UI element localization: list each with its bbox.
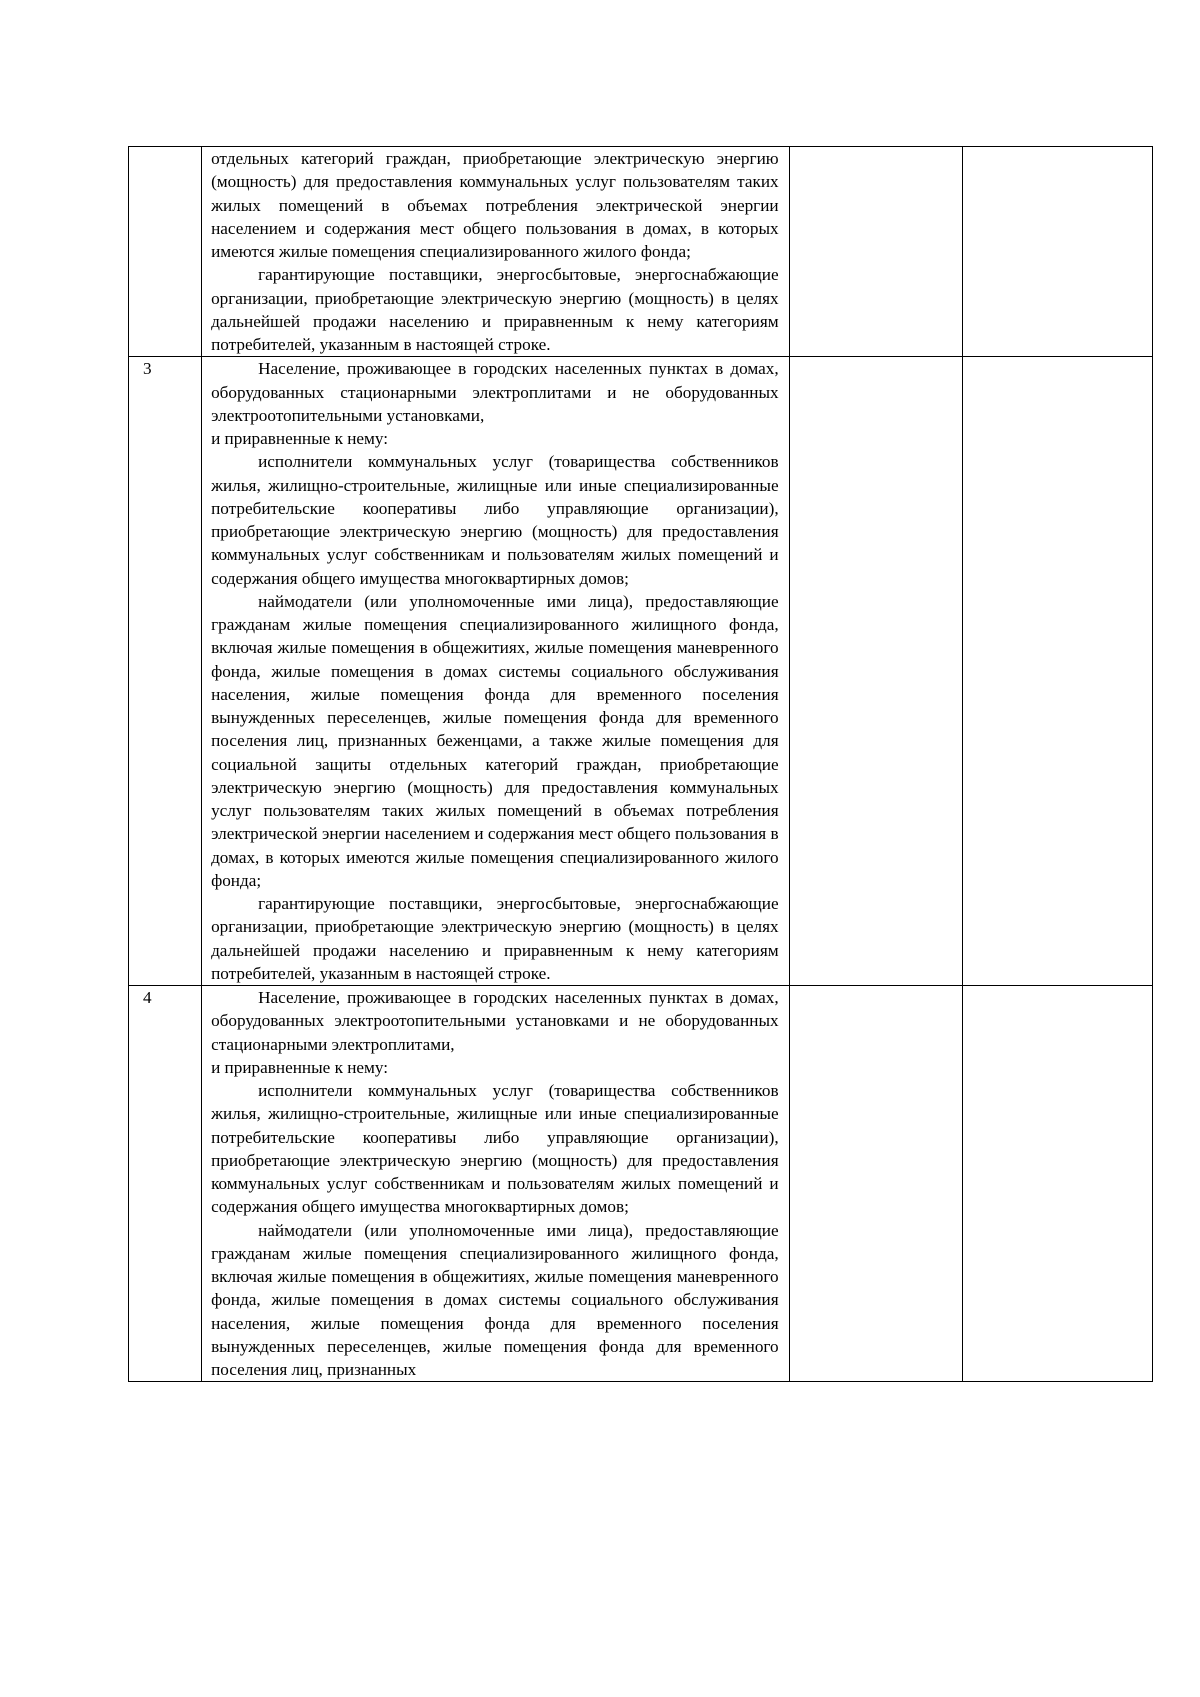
value-cell-4 [962,147,1152,357]
paragraph: и приравненные к нему: [211,1057,389,1077]
paragraph: наймодатели (или уполномоченные ими лица), предоставляющие гражданам жилые помещения специализированного жилищного фонда, включая жилые помещения в общежитиях, жилые помещения маневренного фонда, жилые помещения в домах системы социального обслуживания населения, жилые помещения фонда для временного поселения вынужденных переселенцев, жилые помещения фонда для временного поселения лиц, признанных [211,1220,779,1379]
paragraph: наймодатели (или уполномоченные ими лица), предоставляющие гражданам жилые помещения специализированного жилищного фонда, включая жилые помещения в общежитиях, жилые помещения маневренного фонда, жилые помещения в домах системы социального обслуживания населения, жилые помещения фонда для временного поселения вынужденных переселенцев, жилые помещения фонда для временного поселения лиц, признанных беженцами, а также жилые помещения для социальной защиты отдельных категорий граждан, приобретающие электрическую энергию (мощность) для предоставления коммунальных услуг пользователям таких жилых помещений в объемах потребления электрической энергии населением и содержания мест общего пользования в домах, в которых имеются жилые помещения специализированного жилого фонда; [211,591,779,890]
paragraph: Население, проживающее в городских населенных пунктах в домах, оборудованных стационарными электроплитами и не оборудованных электроотопительными установками, [211,359,779,425]
table-row [129,147,1153,357]
row-description-cell [202,147,790,357]
table-row [129,357,1153,986]
row-description-cell [202,357,790,986]
paragraph: гарантирующие поставщики, энергосбытовые, энергоснабжающие организации, приобретающие электрическую энергию (мощность) в целях дальнейшей продажи населению и приравненным к нему категориям потребителей, указанным в настоящей строке. [211,894,779,983]
paragraph: отдельных категорий граждан, приобретающие электрическую энергию (мощность) для предоставления коммунальных услуг пользователям таких жилых помещений в объемах потребления электрической энергии населением и содержания мест общего пользования в домах, в которых имеются жилые помещения специализированного жилого фонда; [211,149,779,261]
paragraph: Население, проживающее в городских населенных пунктах в домах, оборудованных электроотопительными установками и не оборудованных стационарными электроплитами, [211,988,779,1054]
paragraph: исполнители коммунальных услуг (товарищества собственников жилья, жилищно-строительные, жилищные или иные специализированные потребительские кооперативы либо управляющие организации), приобретающие электрическую энергию (мощность) для предоставления коммунальных услуг собственникам и пользователям жилых помещений и содержания общего имущества многоквартирных домов; [211,1081,779,1217]
paragraph: исполнители коммунальных услуг (товарищества собственников жилья, жилищно-строительные, жилищные или иные специализированные потребительские кооперативы либо управляющие организации), приобретающие электрическую энергию (мощность) для предоставления коммунальных услуг собственникам и пользователям жилых помещений и содержания общего имущества многоквартирных домов; [211,452,779,588]
paragraph: гарантирующие поставщики, энергосбытовые, энергоснабжающие организации, приобретающие электрическую энергию (мощность) в целях дальнейшей продажи населению и приравненным к нему категориям потребителей, указанным в настоящей строке. [211,265,779,354]
row-description-cell [202,986,790,1382]
value-cell-3 [789,147,962,357]
value-cell-3 [789,986,962,1382]
table-row [129,986,1153,1382]
paragraph: и приравненные к нему: [211,429,389,448]
tariff-table [128,146,1153,1382]
value-cell-4 [962,986,1152,1382]
row-number-cell: 3 [129,357,202,986]
row-number-cell: 4 [129,986,202,1382]
row-number-cell [129,147,202,357]
value-cell-4 [962,357,1152,986]
value-cell-3 [789,357,962,986]
